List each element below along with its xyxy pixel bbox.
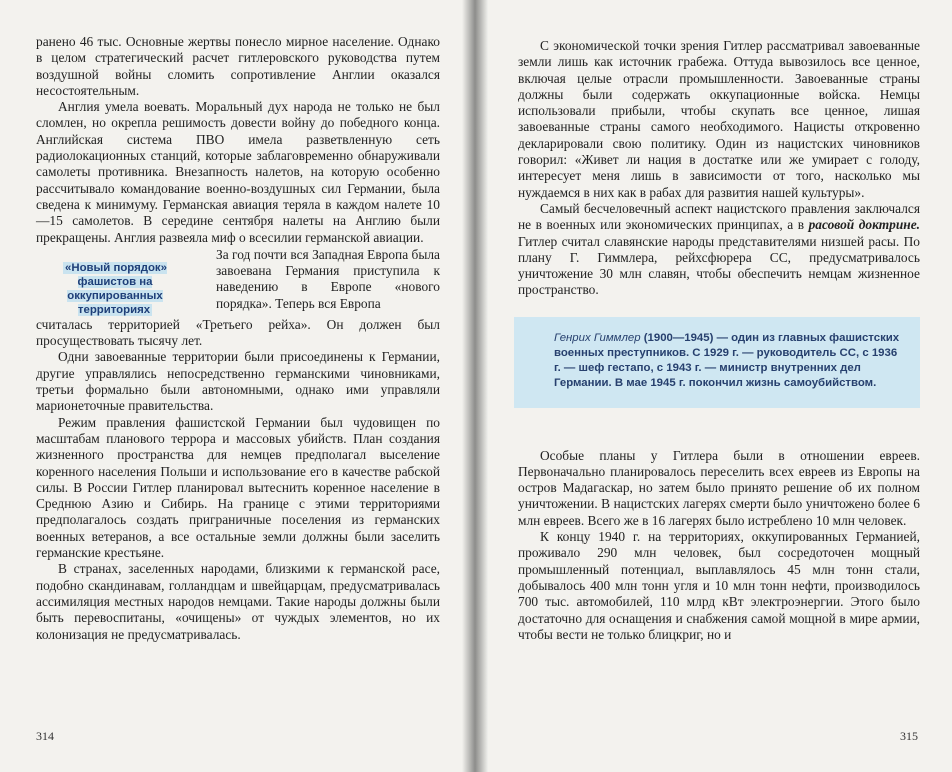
left-paragraph-3: За год почти вся Западная Европа была завоевана Германия приступила к наведению в Европе «нового порядка». Теперь вся Европа xyxy=(216,246,440,311)
marginal-wrap-row xyxy=(36,247,440,317)
left-paragraph-1: ранено 46 тыс. Основные жертвы понесло мирное население. Однако в целом стратегический расчет гитлеровского руководства путем воздушной войны сломить сопротивление Англии оказался несостоятельным. xyxy=(36,34,440,98)
bio-name: Генрих Гиммлер xyxy=(554,331,641,344)
right-paragraph-2-end: Гитлер считал славянские народы представителями низшей расы. По плану Г. Гиммлера, рейхсфюрера СС, предусматривалось уничтожение 30 млн славян, чтобы обеспечить немцам жизненное пространство. xyxy=(518,233,920,298)
left-paragraph-4: Одни завоеванные территории были присоединены к Германии, другие управлялись непосредственно германскими чиновниками, третьи формально были автономными, однако ими управляли марионеточные правительства. xyxy=(36,349,440,414)
right-paragraph-2-start: Самый бесчеловечный аспект нацистского правления заключался не в военных или экономических принципах, а в xyxy=(518,200,920,233)
right-page xyxy=(488,0,952,772)
right-paragraph-3: Особые планы у Гитлера были в отношении евреев. Первоначально планировалось переселить всех евреев из Европы на остров Мадагаскар, но затем было принято решение об их полном уничтожении. В нацистских лагерях смерти было уничтожено более 6 млн евреев. Всего же в 16 лагерях было истреблено 10 млн человек. xyxy=(518,447,920,528)
marginal-heading-new-order xyxy=(40,261,190,317)
right-paragraph-2 xyxy=(518,201,920,299)
bio-text: (1900—1945) — один из главных фашистских военных преступников. С 1929 г. — руководитель СС, с 1936 г. — шеф гестапо, с 1943 г. — министр внутренних дел Германии. В мае 1945 г. покончил жизнь самоубийством. xyxy=(554,331,900,390)
himmler-bio-box xyxy=(514,317,920,408)
page-number-left: 314 xyxy=(36,729,54,743)
left-paragraph-5: Режим правления фашистской Германии был чудовищен по масштабам планового террора и массовых убийств. План создания жизненного пространства для немцев предполагал выселение коренного населения Польши и использование его в качестве рабской силы. В России Гитлер планировал вытеснить коренное население в Среднюю Азию и Сибирь. На границе с этими территориями предполагалось создать приграничные поселения из германских военных ветеранов, а все остальные земли должны были заселить германские крестьяне. xyxy=(36,414,440,561)
left-paragraph-3-continuation: считалась территорией «Третьего рейха». Он должен был просуществовать тысячу лет. xyxy=(36,316,440,349)
right-paragraph-1: С экономической точки зрения Гитлер рассматривал завоеванные земли лишь как источник грабежа. Оттуда вывозилось все ценное, включая целые отрасли промышленности. Завоеванные страны должны были содержать оккупационные войска. Немцы использовали прибыли, чтобы скупать все ценное, лишая завоеванные страны самого необходимого. Нацисты откровенно декларировали свою политику. Один из нацистских чиновников говорил: «Живет ли нация в достатке или же умирает с голоду, интересует меня лишь в зависимости от того, насколько мы нуждаемся в них как в рабах для развития нашей культуры». xyxy=(518,38,920,200)
page-number-right: 315 xyxy=(900,729,918,743)
racial-doctrine-term: расовой доктрине. xyxy=(808,217,920,233)
left-paragraph-2: Англия умела воевать. Моральный дух народа не только не был сломлен, но окрепла решимость довести войну до победного конца. Английская система ПВО имела разветвленную сеть радиолокационных станций, которые заблаговременно обнаруживали самолеты противника. Внезапность налетов, на которую особенно рассчитывало командование военно-воздушных сил Германии, была сведена к минимуму. Германская авиация теряла в каждом налете 10—15 самолетов. В середине сентября налеты на Англию были прекращены. Англия развеяла миф о всесилии германской авиации. xyxy=(36,99,440,245)
left-page xyxy=(0,0,462,772)
marginal-heading-text: «Новый порядок» фашистов на оккупированных территориях xyxy=(65,261,167,316)
right-paragraph-4: К концу 1940 г. на территориях, оккупированных Германией, проживало 290 млн человек, был сосредоточен мощный промышленный потенциал, выплавлялось 45 млн тонн стали, добывалось 400 млн тонн угля и 10 млн тонн нефти, производилось 700 тыс. автомобилей, 110 млрд кВт электроэнергии. Этого было достаточно для оснащения и снабжения самой мощной в мире армии, чтобы вести не только блицкриг, но и xyxy=(518,529,920,642)
book-gutter xyxy=(462,0,488,772)
left-paragraph-6: В странах, заселенных народами, близкими к германской расе, подобно скандинавам, голландцам и швейцарцам, предусматривалась ассимиляция местных народов немцами. Такие народы должны были быть перевоспитаны, «очищены» от чуждых элементов, но их колонизация не предусматривалась. xyxy=(36,561,440,642)
